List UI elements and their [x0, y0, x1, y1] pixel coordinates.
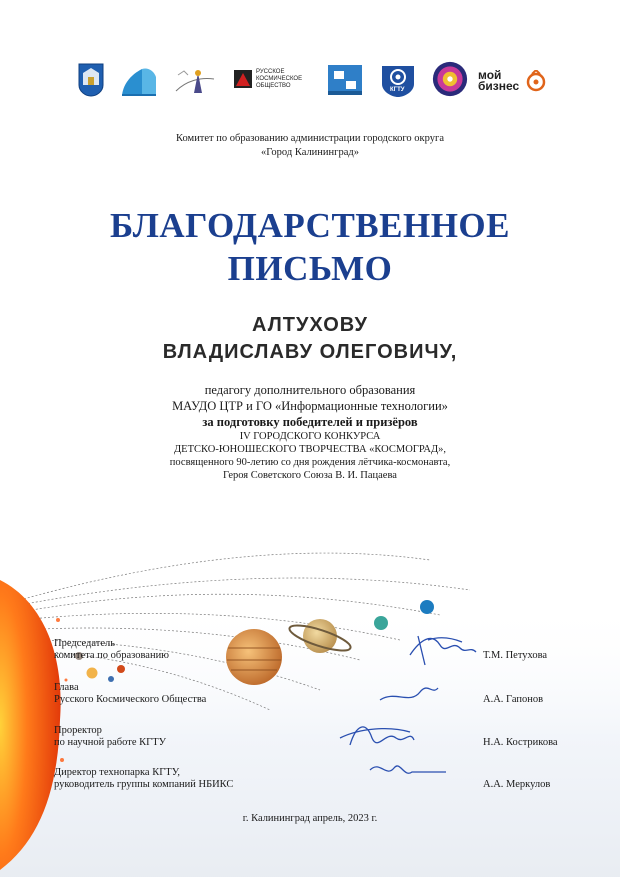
planet-mars — [117, 665, 125, 673]
planet-jupiter — [226, 629, 282, 685]
signatory-title-2 — [54, 682, 206, 706]
education-committee-logo — [120, 62, 158, 98]
dedication-line-1: посвященного 90-летию со дня рождения лётчика-космонавта, — [169, 457, 451, 468]
title-line-2: ПИСЬМО — [227, 249, 393, 288]
contest-line-2: ДЕТСКО-ЮНОШЕСКОГО ТВОРЧЕСТВА «КОСМОГРАД», — [174, 444, 446, 455]
signatory-name-2: А.А. Гапонов — [483, 694, 544, 705]
recipient-name — [0, 312, 620, 366]
signatory-1-title-line-1: Председатель — [54, 638, 116, 649]
rko-logo — [234, 68, 314, 98]
recipient-position: педагогу дополнительного образования — [204, 383, 416, 397]
signatory-3-title-line-1: Проректор — [54, 725, 102, 736]
signatory-title-4 — [54, 767, 233, 791]
planet-saturn — [303, 619, 337, 653]
moi-biznes-emblem-icon — [526, 70, 546, 92]
signatory-3-title-line-2: по научной работе КГТУ — [54, 737, 167, 748]
signatory-2-title-line-2: Русского Космического Общества — [54, 694, 207, 705]
signatory-name-3: Н.А. Кострикова — [483, 737, 558, 748]
recipient-given-names: ВЛАДИСЛАВУ ОЛЕГОВИЧУ, — [162, 341, 458, 363]
committee-line-1: Комитет по образованию администрации городского округа — [176, 133, 444, 144]
planet-neptune — [420, 600, 434, 614]
kosmograd-logo — [172, 62, 218, 98]
place-and-date: г. Калининград апрель, 2023 г. — [242, 813, 378, 824]
signatory-4-title-line-1: Директор технопарка КГТУ, — [54, 767, 181, 778]
dedication-line-2: Героя Советского Союза В. И. Пацаева — [223, 470, 397, 481]
moi-biznes-logo-text: мой бизнес — [478, 68, 520, 93]
nbiks-round-logo — [430, 61, 470, 97]
signatory-4-title-line-2: руководитель группы компаний НБИКС — [54, 779, 234, 790]
planet-uranus — [374, 616, 388, 630]
committee-line-2: «Город Калининград» — [261, 147, 359, 158]
recipient-surname: АЛТУХОВУ — [252, 314, 368, 336]
signatory-2-title-line-1: Глава — [54, 682, 79, 693]
letter-body — [0, 382, 620, 482]
kgtu-logo-text: КГТУ — [390, 87, 405, 93]
signatory-1-title-line-2: комитета по образованию — [54, 650, 170, 661]
signatory-name-1: Т.М. Петухова — [483, 650, 548, 661]
kgtu-logo — [380, 62, 416, 98]
city-coat-of-arms-logo — [78, 62, 104, 98]
technopark-logo — [326, 62, 364, 98]
rko-logo-text: РУССКОЕ КОСМИЧЕСКОЕ ОБЩЕСТВО — [256, 69, 303, 89]
letter-title — [0, 204, 620, 290]
recipient-organization: МАУДО ЦТР и ГО «Информационные технологии» — [172, 399, 448, 413]
title-line-1: БЛАГОДАРСТВЕННОЕ — [110, 206, 510, 245]
partner-logos — [74, 62, 554, 102]
planet-venus — [87, 668, 98, 679]
gratitude-reason: за подготовку победителей и призёров — [202, 415, 418, 429]
signatory-title-3 — [54, 725, 166, 749]
contest-line-1: IV ГОРОДСКОГО КОНКУРСА — [239, 431, 381, 442]
signatory-title-1 — [54, 638, 169, 662]
rko-emblem-icon — [234, 70, 252, 88]
signatory-name-4: А.А. Меркулов — [483, 779, 551, 790]
issuing-committee — [0, 132, 620, 160]
moi-biznes-logo — [478, 70, 554, 98]
